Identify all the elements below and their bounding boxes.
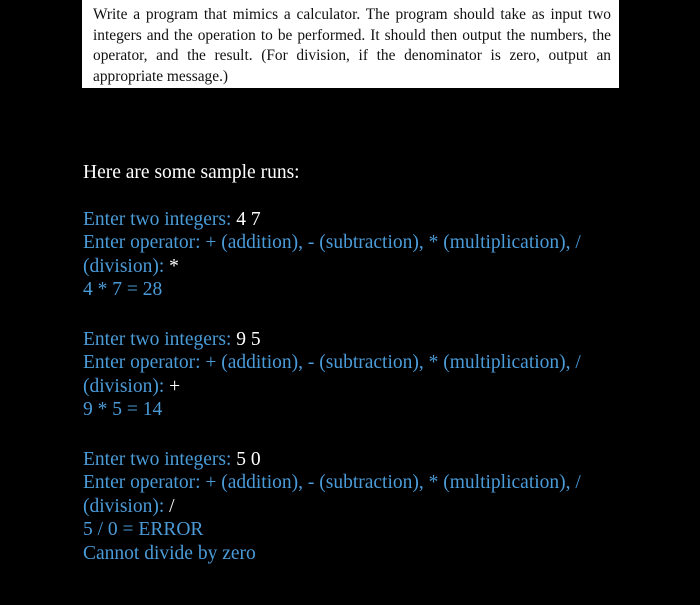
integers-input: 4 7	[236, 209, 261, 230]
integers-prompt: Enter two integers:	[83, 329, 237, 350]
sample-run-3	[83, 448, 643, 565]
problem-statement-box	[82, 0, 619, 88]
operator-input: /	[169, 495, 175, 517]
error-message-line: Cannot divide by zero	[83, 542, 256, 564]
operator-input: +	[169, 375, 181, 397]
operator-prompt-line-2	[83, 375, 643, 398]
sample-run-1	[83, 208, 643, 302]
operator-prompt: (division):	[83, 375, 170, 397]
operator-prompt-line-2	[83, 255, 643, 278]
result-line: 4 * 7 = 28	[83, 279, 163, 301]
integers-prompt-line	[83, 328, 643, 351]
operator-prompt-line: Enter operator: + (addition), - (subtraction), * (multiplication), /	[83, 352, 581, 374]
operator-prompt-line: Enter operator: + (addition), - (subtraction), * (multiplication), /	[83, 232, 581, 254]
sample-runs-heading: Here are some sample runs:	[83, 162, 300, 183]
integers-prompt: Enter two integers:	[83, 449, 237, 470]
operator-prompt: (division):	[83, 495, 170, 517]
integers-input: 9 5	[236, 329, 261, 350]
integers-prompt-line	[83, 448, 643, 471]
operator-prompt-line: Enter operator: + (addition), - (subtraction), * (multiplication), /	[83, 472, 581, 494]
integers-input: 5 0	[236, 449, 261, 470]
result-line: 5 / 0 = ERROR	[83, 519, 204, 541]
result-line: 9 * 5 = 14	[83, 399, 163, 421]
operator-prompt-line-2	[83, 495, 643, 518]
operator-input: *	[169, 255, 179, 277]
integers-prompt: Enter two integers:	[83, 209, 237, 230]
problem-statement-text: Write a program that mimics a calculator. The program should take as input two integers and the operation to be performed. It should then output the numbers, the operator, and the result. (For division, if the denominator is zero, output an appropriate message.)	[93, 6, 611, 85]
integers-prompt-line	[83, 208, 643, 231]
sample-run-2	[83, 328, 643, 422]
operator-prompt: (division):	[83, 255, 170, 277]
